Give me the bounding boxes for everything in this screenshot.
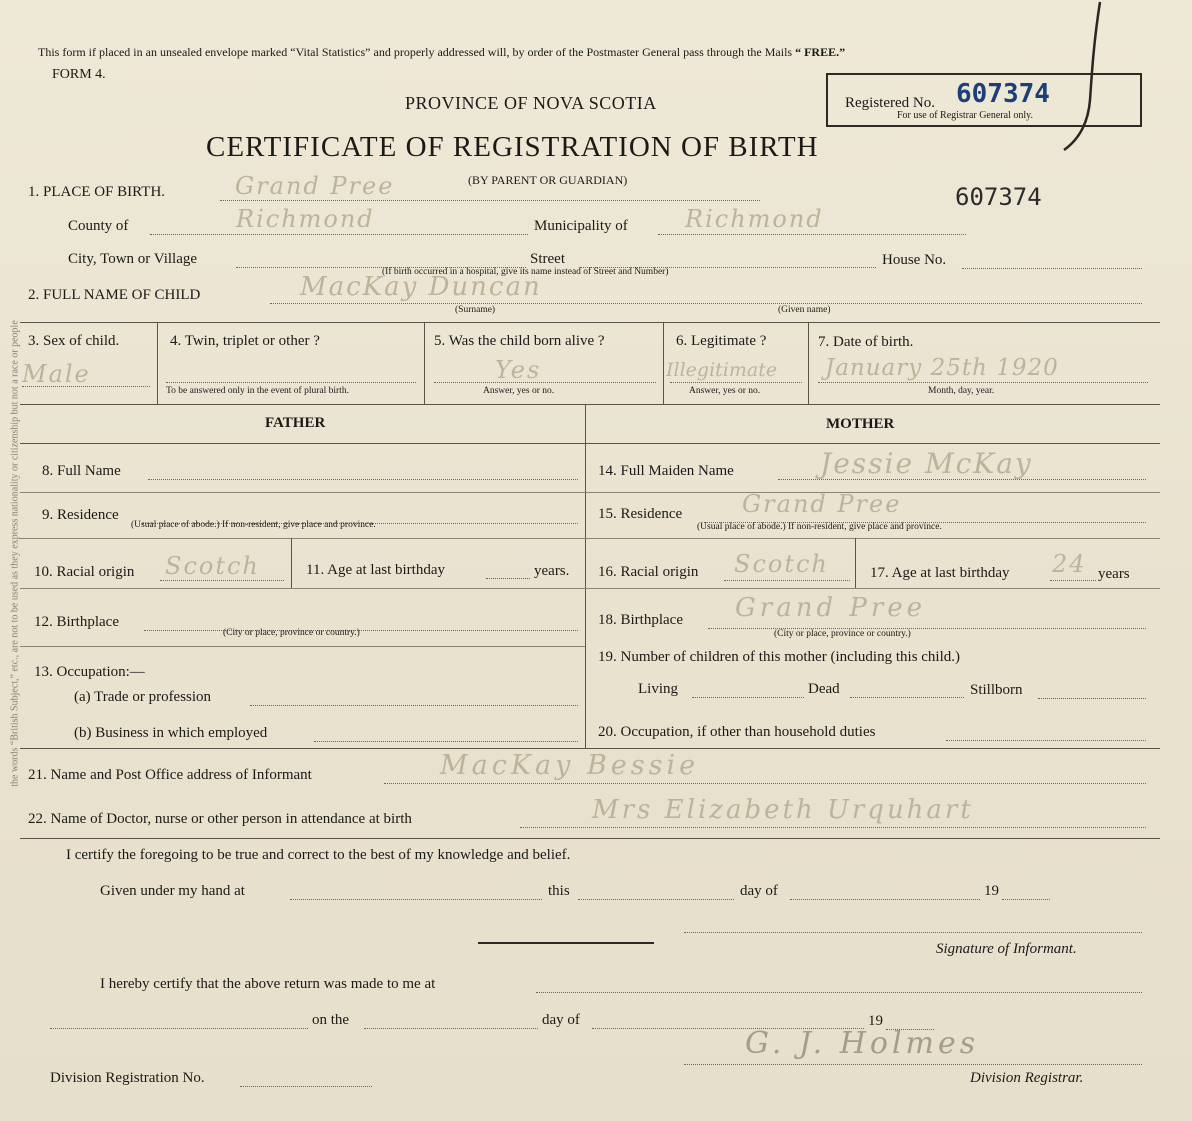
- father-birthplace-note: (City or place, province or country.): [223, 628, 360, 638]
- given-name-note: (Given name): [778, 305, 831, 315]
- division-registrar-label: Division Registrar.: [970, 1070, 1084, 1086]
- mother-residence-note: (Usual place of abode.) If non-resident, give place and province.: [697, 522, 942, 532]
- division-registration-label: Division Registration No.: [50, 1070, 205, 1086]
- father-racial-label: 10. Racial origin: [34, 564, 135, 580]
- child-name-label: 2. FULL NAME OF CHILD: [28, 287, 201, 303]
- father-trade-label: (a) Trade or profession: [74, 689, 212, 705]
- province-title: PROVINCE OF NOVA SCOTIA: [405, 93, 657, 113]
- dob-note: Month, day, year.: [928, 386, 995, 396]
- mother-maiden-label: 14. Full Maiden Name: [598, 463, 734, 479]
- mother-racial-label: 16. Racial origin: [598, 564, 699, 580]
- mother-age-value: 24: [1052, 550, 1087, 578]
- legitimate-label: 6. Legitimate ?: [676, 333, 767, 349]
- registrar-statement: I hereby certify that the above return was made to me at: [100, 976, 436, 992]
- attendant-label: 22. Name of Doctor, nurse or other person in attendance at birth: [28, 811, 412, 827]
- father-residence-label: 9. Residence: [42, 507, 119, 523]
- informant-value: MacKay Bessie: [440, 750, 700, 781]
- sex-value: Male: [22, 360, 91, 388]
- mother-years-label: years: [1098, 566, 1130, 582]
- mother-maiden-value: Jessie McKay: [820, 447, 1033, 480]
- mother-birthplace-value: Grand Pree: [735, 593, 927, 623]
- father-birthplace-label: 12. Birthplace: [34, 614, 119, 630]
- alive-label: 5. Was the child born alive ?: [434, 333, 605, 349]
- mother-residence-value: Grand Pree: [742, 490, 902, 518]
- day-of-label: day of: [740, 883, 778, 899]
- legitimate-note: Answer, yes or no.: [689, 386, 761, 396]
- father-residence-note: (Usual place of abode.) If non-resident, give place and province.: [131, 520, 376, 530]
- street-label: Street: [530, 251, 565, 267]
- on-the-label: on the: [312, 1012, 350, 1028]
- attendant-value: Mrs Elizabeth Urquhart: [592, 795, 974, 825]
- mother-children-label: 19. Number of children of this mother (including this child.): [598, 649, 961, 665]
- place-of-birth-label: 1. PLACE OF BIRTH.: [28, 184, 166, 200]
- certificate-subtitle: (BY PARENT OR GUARDIAN): [468, 173, 628, 187]
- stamped-number: 607374: [955, 183, 1042, 211]
- hospital-note: (If birth occurred in a hospital, give its name instead of Street and Number): [382, 267, 669, 277]
- given-label: Given under my hand at: [100, 883, 245, 899]
- registration-number: 607374: [956, 79, 1050, 109]
- place-of-birth-value: Grand Pree: [235, 172, 395, 200]
- father-name-label: 8. Full Name: [42, 463, 121, 479]
- pen-mark: [1060, 0, 1110, 160]
- alive-note: Answer, yes or no.: [483, 386, 555, 396]
- registrar-year: 19: [868, 1013, 883, 1029]
- certify-statement: I certify the foregoing to be true and correct to the best of my knowledge and belief.: [66, 847, 571, 863]
- certify-year: 19: [984, 883, 999, 899]
- registrar-signature: G. J. Holmes: [745, 1026, 980, 1061]
- father-heading: FATHER: [265, 415, 326, 431]
- child-name-value: MacKay Duncan: [300, 272, 542, 302]
- father-age-label: 11. Age at last birthday: [306, 562, 445, 578]
- twin-note: To be answered only in the event of plural birth.: [166, 386, 349, 396]
- certificate-title: CERTIFICATE OF REGISTRATION OF BIRTH: [206, 131, 819, 163]
- father-occupation-label: 13. Occupation:—: [34, 664, 145, 680]
- alive-value: Yes: [495, 356, 542, 384]
- registered-label: Registered No.: [845, 95, 935, 111]
- sex-label: 3. Sex of child.: [28, 333, 120, 349]
- form-number: FORM 4.: [52, 67, 106, 82]
- informant-label: 21. Name and Post Office address of Informant: [28, 767, 312, 783]
- mother-occupation-label: 20. Occupation, if other than household duties: [598, 724, 876, 740]
- mother-birthplace-label: 18. Birthplace: [598, 612, 683, 628]
- surname-note: (Surname): [455, 305, 496, 315]
- mother-racial-value: Scotch: [734, 550, 829, 578]
- margin-text: the words “British Subject,” etc., are not to be used as they express nationality or citizenship but not a race or people: [9, 320, 21, 787]
- twin-label: 4. Twin, triplet or other ?: [170, 333, 320, 349]
- mother-residence-label: 15. Residence: [598, 506, 683, 522]
- stillborn-label: Stillborn: [970, 682, 1023, 698]
- mother-age-label: 17. Age at last birthday: [870, 565, 1010, 581]
- this-label: this: [548, 883, 570, 899]
- registrar-note: For use of Registrar General only.: [897, 110, 1033, 121]
- mother-heading: MOTHER: [826, 416, 895, 432]
- father-years-label: years.: [534, 563, 570, 579]
- city-label: City, Town or Village: [68, 251, 198, 267]
- house-label: House No.: [882, 252, 947, 268]
- county-label: County of: [68, 218, 129, 234]
- registrar-day-of-label: day of: [542, 1012, 580, 1028]
- mother-birthplace-note: (City or place, province or country.): [774, 629, 911, 639]
- father-racial-value: Scotch: [165, 552, 260, 580]
- county-value: Richmond: [236, 205, 375, 233]
- municipality-label: Municipality of: [534, 218, 628, 234]
- municipality-value: Richmond: [685, 205, 824, 233]
- father-business-label: (b) Business in which employed: [74, 725, 268, 741]
- postal-note: This form if placed in an unsealed envelope marked “Vital Statistics” and properly addressed will, by order of the Postmaster General pass through the Mails “ FREE.”: [38, 45, 846, 59]
- dead-label: Dead: [808, 681, 840, 697]
- informant-signature-label: Signature of Informant.: [936, 941, 1077, 957]
- living-label: Living: [638, 681, 678, 697]
- legitimate-value: Illegitimate: [666, 359, 778, 381]
- dob-value: January 25th 1920: [825, 355, 1059, 381]
- dob-label: 7. Date of birth.: [818, 334, 914, 350]
